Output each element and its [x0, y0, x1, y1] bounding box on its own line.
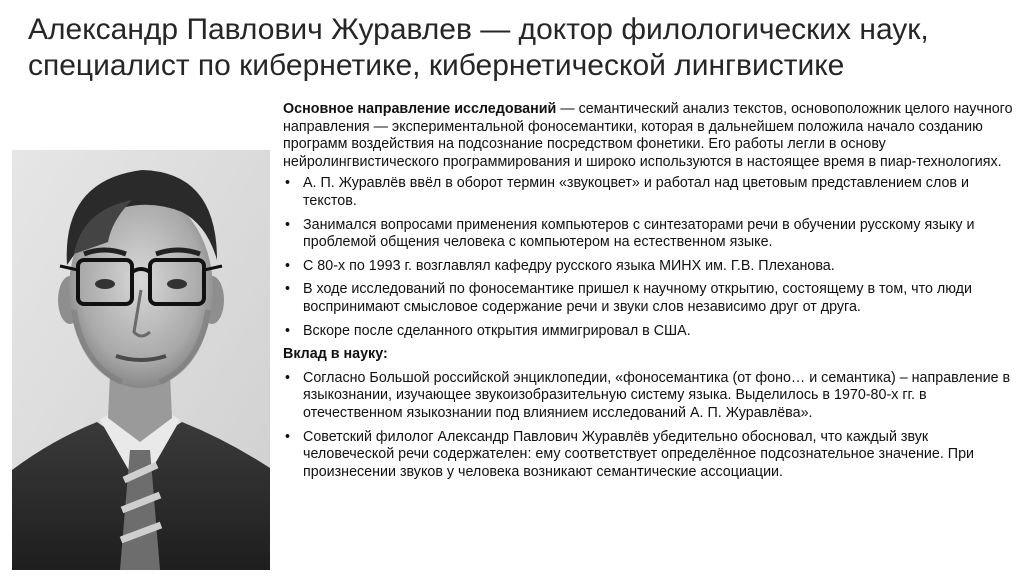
facts-list [283, 175, 1013, 340]
list-item-text: Занимался вопросами применения компьютеров с синтезаторами речи в обучении русскому языку и проблемой общения человека с компьютером на естественном языке. [303, 216, 975, 251]
bullet-icon: • [285, 369, 291, 386]
contribution-heading: Вклад в науку: [283, 346, 388, 363]
contribution-list [283, 370, 1013, 482]
slide-title-line-1: Александр Павлович Журавлев — доктор филологических наук, [28, 13, 929, 46]
list-item [283, 370, 1013, 423]
list-item-text: А. П. Журавлёв ввёл в оборот термин «звукоцвет» и работал над цветовым представлением слов и текстов. [303, 175, 969, 209]
list-item [283, 281, 1013, 316]
list-item-text: В ходе исследований по фоносемантике пришел к научному открытию, состоящему в том, что люди воспринимают смысловое содержание речи и звуки слов независимо друг от друга. [303, 281, 973, 315]
bullet-icon: • [285, 216, 291, 233]
main-text [283, 101, 1013, 487]
bullet-icon: • [285, 175, 291, 192]
portrait-photo [12, 150, 270, 570]
bullet-icon: • [285, 428, 291, 445]
slide-title [28, 12, 1008, 84]
bullet-icon: • [285, 322, 291, 339]
list-item [283, 258, 1013, 276]
list-item-text: С 80-х по 1993 г. возглавлял кафедру русского языка МИНХ им. Г.В. Плеханова. [303, 257, 835, 274]
list-item-text: Согласно Большой российской энциклопедии, «фоносемантика (от фоно… и семантика) – направление в языкознании, изучающее звукоизобразительную систему языка. Выделилось в 1970-80-х гг. в отечественном языкознании под влиянием исследований А. П. Журавлёва». [303, 369, 1011, 421]
list-item [283, 217, 1013, 252]
bullet-icon: • [285, 257, 291, 274]
intro-text: — семантический анализ текстов, основоположник целого научного направления — экспериментальной фоносемантики, которая в дальнейшем положила начало созданию программ воздействия на подсознание посредством фонетики. Его работы легли в основу нейролингвистического программирования и широко используются в настоящее время в пиар-технологиях. [283, 101, 1013, 170]
list-item-text: Вскоре после сделанного открытия иммигрировал в США. [303, 322, 691, 339]
intro-paragraph [283, 101, 1013, 171]
slide-title-line-2: специалист по кибернетике, кибернетической лингвистике [28, 49, 845, 82]
list-item [283, 323, 1013, 341]
list-item [283, 429, 1013, 482]
list-item-text: Советский филолог Александр Павлович Журавлёв убедительно обосновал, что каждый звук человеческой речи содержателен: ему соответствует определённое подсознательное значение. При произнесении звуков у человека возникают семантические ассоциации. [303, 428, 975, 480]
bullet-icon: • [285, 281, 291, 298]
list-item [283, 175, 1013, 210]
intro-bold-label: Основное направление исследований [283, 101, 557, 117]
